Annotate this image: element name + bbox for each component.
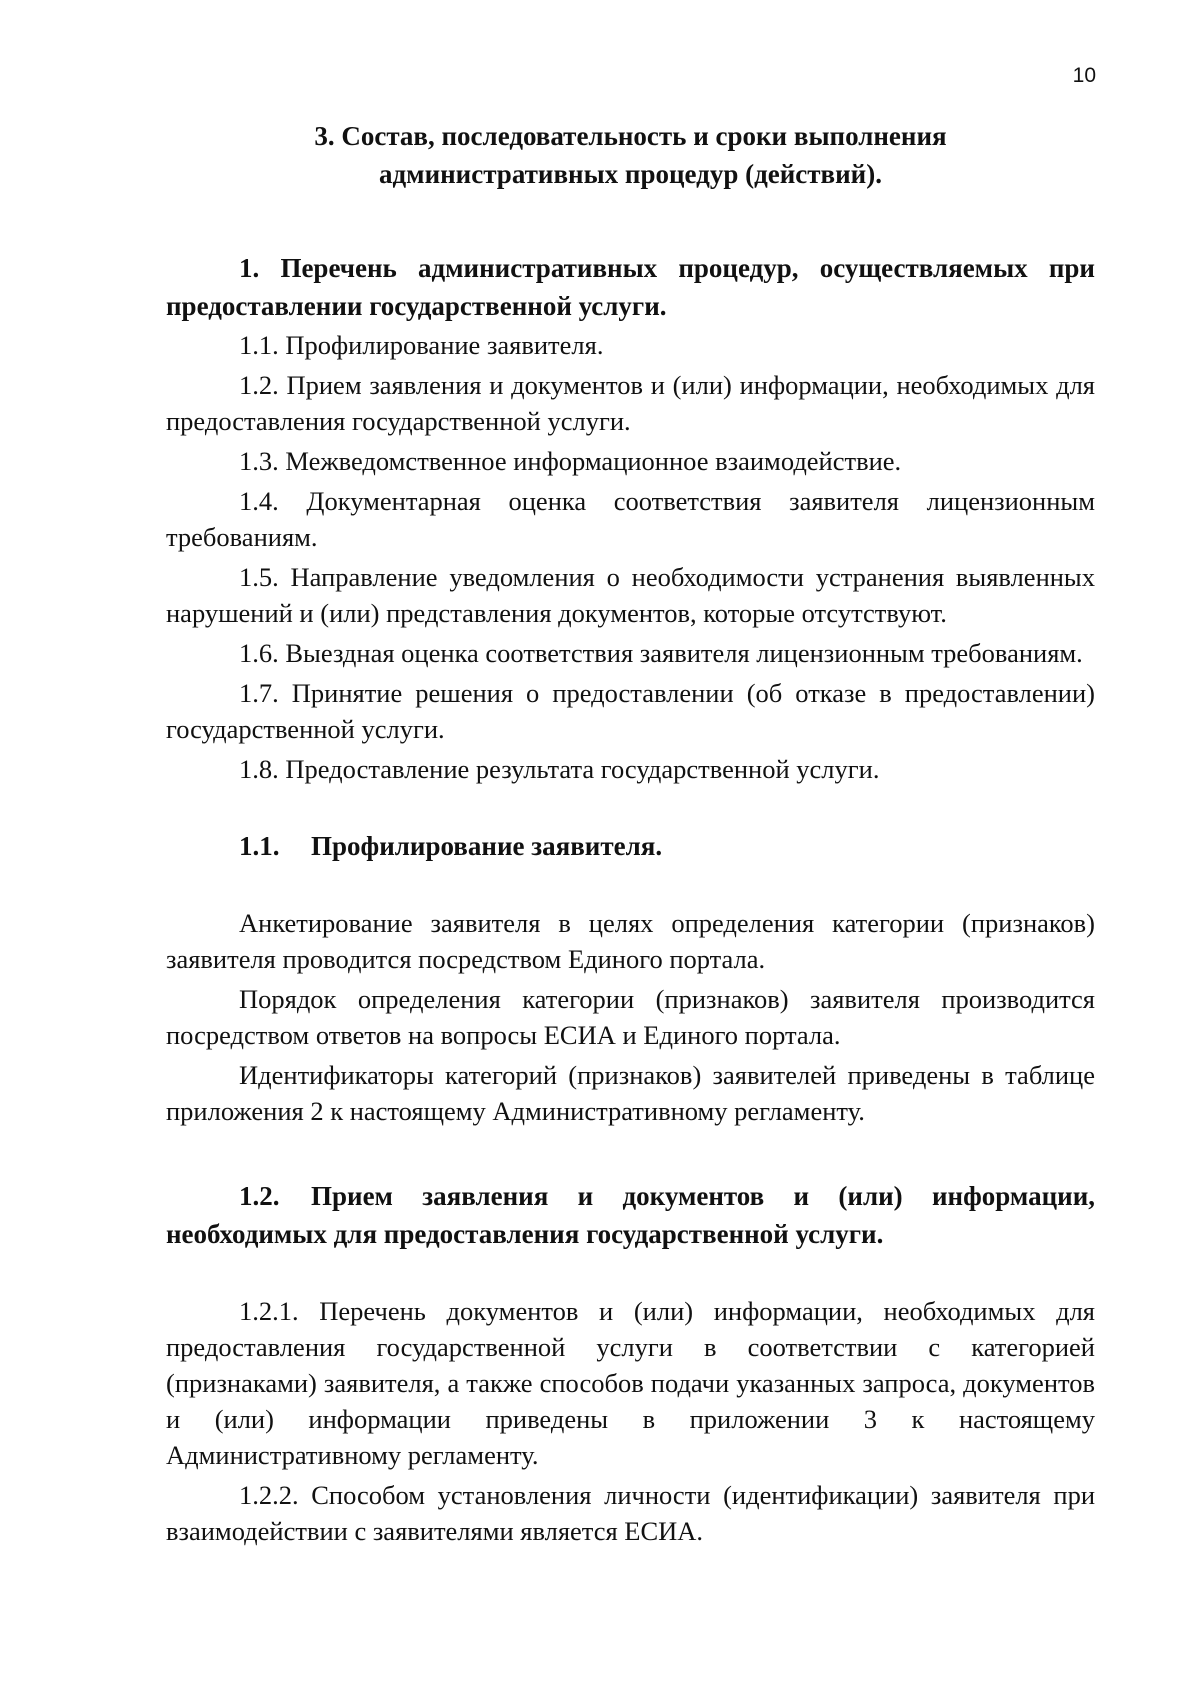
procedure-item-1-5: 1.5. Направление уведомления о необходимости устранения выявленных нарушений и (или) представления документов, которые отсутствуют. xyxy=(166,562,1095,628)
subsection-1-2-paragraph: 1.2.2. Способом установления личности (идентификации) заявителя при взаимодействии с заявителями является ЕСИА. xyxy=(166,1480,1095,1546)
procedure-item-1-8: 1.8. Предоставление результата государственной услуги. xyxy=(239,754,880,784)
procedure-item-1-7: 1.7. Принятие решения о предоставлении (об отказе в предоставлении) государственной услуги. xyxy=(166,678,1095,744)
procedure-item-1-1: 1.1. Профилирование заявителя. xyxy=(239,330,604,360)
subsection-1-1-paragraph: Анкетирование заявителя в целях определения категории (признаков) заявителя проводится посредством Единого портала. xyxy=(166,908,1095,974)
page-number: 10 xyxy=(1072,64,1096,87)
subsection-1-2-heading xyxy=(166,1177,1095,1253)
subsection-1-1-title: Профилирование заявителя. xyxy=(311,831,663,861)
section-1-heading: 1. Перечень административных процедур, осуществляемых при предоставлении государственной услуги. xyxy=(166,253,1095,321)
subsection-1-1-paragraph: Порядок определения категории (признаков) заявителя производится посредством ответов на вопросы ЕСИА и Единого портала. xyxy=(166,984,1095,1050)
subsection-1-2-paragraph: 1.2.1. Перечень документов и (или) информации, необходимых для предоставления государственной услуги в соответствии с категорией (признаками) заявителя, а также способов подачи указанных запроса, документов и (или) информации приведены в приложении 3 к настоящему Административному регламенту. xyxy=(166,1296,1095,1470)
page-title-line-1: 3. Состав, последовательность и сроки выполнения xyxy=(314,121,947,151)
procedure-item-1-2: 1.2. Прием заявления и документов и (или) информации, необходимых для предоставления государственной услуги. xyxy=(166,370,1095,436)
procedure-item-1-3: 1.3. Межведомственное информационное взаимодействие. xyxy=(239,446,902,476)
subsection-1-1-heading xyxy=(166,827,1095,865)
subsection-1-1-paragraph: Идентификаторы категорий (признаков) заявителей приведены в таблице приложения 2 к настоящему Административному регламенту. xyxy=(166,1060,1095,1126)
procedure-item-1-4: 1.4. Документарная оценка соответствия заявителя лицензионным требованиям. xyxy=(166,486,1095,552)
procedure-item-1-6: 1.6. Выездная оценка соответствия заявителя лицензионным требованиям. xyxy=(239,638,1083,668)
subsection-1-2-number: 1.2. xyxy=(239,1181,280,1211)
page-content xyxy=(166,117,1095,1553)
page-title xyxy=(166,117,1095,193)
page-title-line-2: административных процедур (действий). xyxy=(379,159,882,189)
subsection-1-1-number: 1.1. xyxy=(239,831,280,861)
subsection-1-2-title: Прием заявления и документов и (или) информации, необходимых для предоставления государственной услуги. xyxy=(166,1181,1095,1249)
